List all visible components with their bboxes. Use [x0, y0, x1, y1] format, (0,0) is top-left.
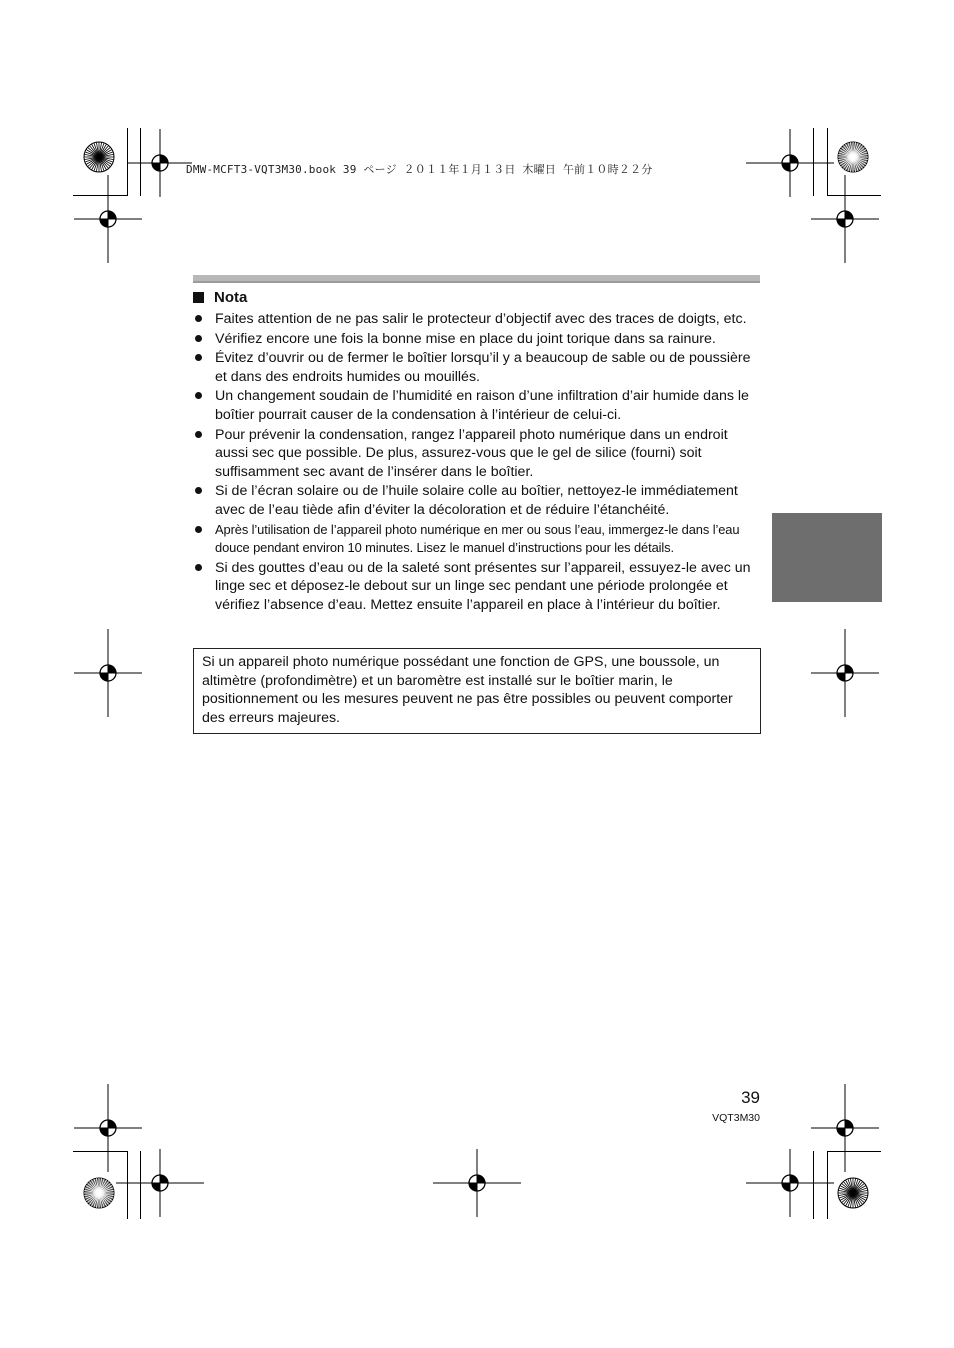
crop-line	[73, 195, 127, 196]
model-code: VQT3M30	[712, 1112, 760, 1124]
crosshair-mark-icon	[74, 629, 142, 717]
list-item: Si des gouttes d’eau ou de la saleté sont présentes sur l’appareil, essuyez-le avec un linge sec et déposez-le debout sur un linge sec pendant une période prolongée et vérifiez l’absence d’eau. Mettez ensuite l’appareil en place à l’intérieur du boîtier.	[193, 559, 763, 615]
starburst-mark-icon	[82, 1176, 116, 1210]
note-list	[193, 310, 763, 616]
crosshair-mark-icon	[746, 129, 834, 197]
list-item: Si de l’écran solaire ou de l’huile solaire colle au boîtier, nettoyez-le immédiatement avec de l’eau tiède afin d’éviter la décoloration et de réduire l’étanchéité.	[193, 482, 763, 519]
crosshair-mark-icon	[746, 1149, 834, 1217]
starburst-mark-icon	[836, 140, 870, 174]
list-item: Pour prévenir la condensation, rangez l’appareil photo numérique dans un endroit aussi sec que possible. De plus, assurez-vous que le gel de silice (fourni) soit suffisamment sec avant de l’insérer dans le boîtier.	[193, 426, 763, 482]
starburst-mark-icon	[836, 1176, 870, 1210]
list-item: Évitez d’ouvrir ou de fermer le boîtier lorsqu’il y a beaucoup de sable ou de poussière et dans des endroits humides ou mouillés.	[193, 349, 763, 386]
bullet-icon	[195, 335, 202, 342]
list-item: Après l’utilisation de l’appareil photo numérique en mer ou sous l’eau, immergez-le dans l’eau douce pendant environ 10 minutes. Lisez le manuel d’instructions pour les détails.	[193, 521, 763, 558]
note-heading-label: Nota	[214, 289, 248, 306]
crop-line	[827, 195, 881, 196]
crop-line	[127, 1151, 128, 1219]
bullet-icon	[195, 392, 202, 399]
crop-line	[827, 1151, 881, 1152]
crop-line	[140, 128, 141, 196]
list-item: Un changement soudain de l’humidité en raison d’une infiltration d’air humide dans le boîtier pourrait causer de la condensation à l’intérieur de celui-ci.	[193, 387, 763, 424]
bullet-icon	[195, 487, 202, 494]
note-heading	[193, 289, 247, 306]
crosshair-mark-icon	[433, 1149, 521, 1217]
crop-line	[813, 128, 814, 196]
bullet-icon	[195, 526, 202, 533]
bullet-icon	[195, 315, 202, 322]
list-item: Faites attention de ne pas salir le protecteur d’objectif avec des traces de doigts, etc.	[193, 310, 763, 329]
crop-line	[140, 1151, 141, 1219]
square-bullet-icon	[193, 292, 204, 303]
crop-line	[73, 1151, 127, 1152]
crop-line	[813, 1151, 814, 1219]
gps-warning-box: Si un appareil photo numérique possédant une fonction de GPS, une boussole, un altimètre (profondimètre) et un baromètre est installé sur le boîtier marin, le positionnement ou les mesures peuvent ne pas être possibles ou peuvent comporter des erreurs majeures.	[193, 648, 761, 734]
crop-line	[827, 128, 828, 196]
bullet-icon	[195, 431, 202, 438]
page-number: 39	[741, 1088, 760, 1107]
section-rule	[193, 275, 760, 283]
crosshair-mark-icon	[811, 629, 879, 717]
crosshair-mark-icon	[128, 129, 192, 197]
crop-line	[827, 1151, 828, 1219]
bullet-icon	[195, 354, 202, 361]
print-header: DMW-MCFT3-VQT3M30.book 39 ページ ２０１１年１月１３日 木曜日 午前１０時２２分	[186, 163, 653, 176]
crop-line	[127, 128, 128, 196]
list-item: Vérifiez encore une fois la bonne mise en place du joint torique dans sa rainure.	[193, 330, 763, 349]
starburst-mark-icon	[82, 140, 116, 174]
crosshair-mark-icon	[116, 1149, 204, 1217]
bullet-icon	[195, 564, 202, 571]
section-side-tab	[772, 513, 882, 602]
